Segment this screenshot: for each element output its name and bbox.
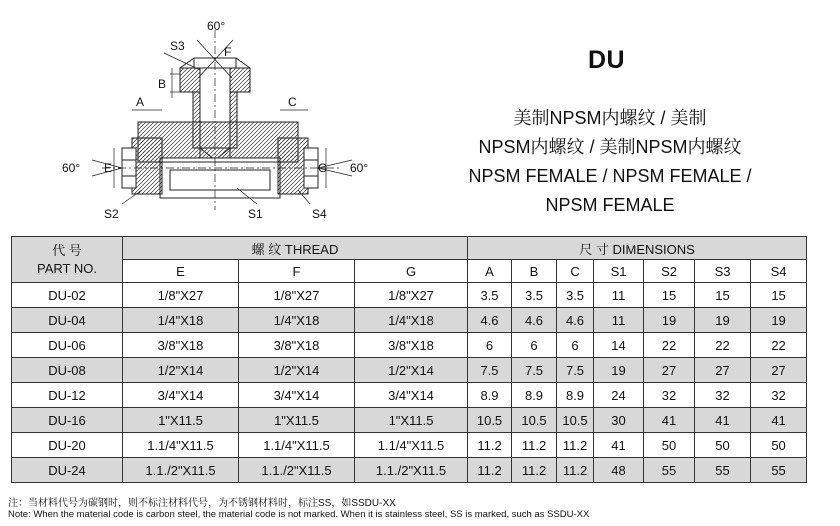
table-cell: 1/2"X14 bbox=[355, 358, 468, 383]
fitting-drawing bbox=[62, 10, 382, 225]
label-b: B bbox=[158, 77, 167, 91]
table-cell: 1.1./2"X11.5 bbox=[355, 458, 468, 483]
table-cell: 11.2 bbox=[557, 458, 594, 483]
table-cell: 3.5 bbox=[557, 283, 594, 308]
table-cell: 1/4"X18 bbox=[123, 308, 239, 333]
dimensions-header: 尺 寸 DIMENSIONS bbox=[468, 237, 807, 260]
table-cell: 1/2"X14 bbox=[123, 358, 239, 383]
table-cell: 11.2 bbox=[512, 458, 557, 483]
table-cell: 32 bbox=[751, 383, 807, 408]
table-row bbox=[12, 308, 807, 333]
thread-header: 螺 纹 THREAD bbox=[123, 237, 468, 260]
column-header: G bbox=[355, 260, 468, 283]
part-no-cell: DU-06 bbox=[12, 333, 123, 358]
table-cell: 27 bbox=[644, 358, 695, 383]
table-cell: 27 bbox=[695, 358, 751, 383]
table-cell: 1.1/4"X11.5 bbox=[123, 433, 239, 458]
description-line-2: NPSM内螺纹 / 美制NPSM内螺纹 bbox=[478, 137, 742, 157]
table-cell: 1"X11.5 bbox=[239, 408, 355, 433]
table-cell: 1"X11.5 bbox=[355, 408, 468, 433]
table-cell: 1/2"X14 bbox=[239, 358, 355, 383]
label-s4: S4 bbox=[312, 207, 327, 221]
label-angle-right: 60° bbox=[350, 161, 369, 175]
table-cell: 22 bbox=[644, 333, 695, 358]
column-header: S1 bbox=[594, 260, 644, 283]
part-no-cell: DU-16 bbox=[12, 408, 123, 433]
table-cell: 32 bbox=[695, 383, 751, 408]
table-cell: 50 bbox=[644, 433, 695, 458]
table-cell: 8.9 bbox=[512, 383, 557, 408]
table-cell: 10.5 bbox=[468, 408, 512, 433]
table-cell: 41 bbox=[695, 408, 751, 433]
product-description bbox=[440, 104, 780, 220]
table-cell: 11.2 bbox=[468, 433, 512, 458]
table-cell: 19 bbox=[594, 358, 644, 383]
table-cell: 10.5 bbox=[512, 408, 557, 433]
table-row bbox=[12, 458, 807, 483]
part-no-en: PART NO. bbox=[37, 260, 97, 276]
table-cell: 50 bbox=[751, 433, 807, 458]
table-cell: 15 bbox=[751, 283, 807, 308]
column-header: S4 bbox=[751, 260, 807, 283]
table-cell: 8.9 bbox=[468, 383, 512, 408]
table-cell: 55 bbox=[695, 458, 751, 483]
column-header: F bbox=[239, 260, 355, 283]
table-cell: 41 bbox=[751, 408, 807, 433]
table-cell: 24 bbox=[594, 383, 644, 408]
table-cell: 3/8"X18 bbox=[239, 333, 355, 358]
description-line-1: 美制NPSM内螺纹 / 美制 bbox=[513, 108, 707, 128]
table-cell: 11.2 bbox=[512, 433, 557, 458]
table-cell: 1.1./2"X11.5 bbox=[239, 458, 355, 483]
table-cell: 7.5 bbox=[512, 358, 557, 383]
table-cell: 1/4"X18 bbox=[239, 308, 355, 333]
description-line-3: NPSM FEMALE / NPSM FEMALE / bbox=[468, 166, 752, 186]
table-cell: 1.1/4"X11.5 bbox=[355, 433, 468, 458]
label-s2: S2 bbox=[104, 207, 119, 221]
table-cell: 41 bbox=[644, 408, 695, 433]
table-cell: 3.5 bbox=[468, 283, 512, 308]
table-cell: 1.1./2"X11.5 bbox=[123, 458, 239, 483]
table-cell: 6 bbox=[512, 333, 557, 358]
table-cell: 1/4"X18 bbox=[355, 308, 468, 333]
table-cell: 7.5 bbox=[468, 358, 512, 383]
table-cell: 1"X11.5 bbox=[123, 408, 239, 433]
table-cell: 55 bbox=[644, 458, 695, 483]
part-no-header bbox=[12, 237, 123, 283]
table-row bbox=[12, 283, 807, 308]
description-line-4: NPSM FEMALE bbox=[545, 195, 675, 215]
table-cell: 11.2 bbox=[557, 433, 594, 458]
label-a: A bbox=[136, 95, 145, 109]
table-cell: 11.2 bbox=[468, 458, 512, 483]
part-no-cell: DU-24 bbox=[12, 458, 123, 483]
product-title: DU bbox=[588, 46, 626, 74]
spec-table-body bbox=[12, 283, 807, 483]
table-cell: 6 bbox=[468, 333, 512, 358]
label-s1: S1 bbox=[248, 207, 263, 221]
part-no-cell: DU-08 bbox=[12, 358, 123, 383]
table-cell: 8.9 bbox=[557, 383, 594, 408]
note-cn: 注：当材料代号为碳钢时，则不标注材料代号，为不锈钢材料时，标注SS，如SSDU-XX bbox=[8, 498, 396, 509]
table-cell: 15 bbox=[644, 283, 695, 308]
table-cell: 3/4"X14 bbox=[355, 383, 468, 408]
table-cell: 1/8"X27 bbox=[355, 283, 468, 308]
table-cell: 55 bbox=[751, 458, 807, 483]
table-cell: 11 bbox=[594, 308, 644, 333]
table-row bbox=[12, 383, 807, 408]
table-row bbox=[12, 333, 807, 358]
table-row bbox=[12, 433, 807, 458]
label-angle-top: 60° bbox=[207, 19, 226, 33]
table-cell: 1.1/4"X11.5 bbox=[239, 433, 355, 458]
table-cell: 14 bbox=[594, 333, 644, 358]
column-header: E bbox=[123, 260, 239, 283]
table-cell: 27 bbox=[751, 358, 807, 383]
table-cell: 3/8"X18 bbox=[123, 333, 239, 358]
table-cell: 41 bbox=[594, 433, 644, 458]
table-cell: 30 bbox=[594, 408, 644, 433]
part-no-cell: DU-12 bbox=[12, 383, 123, 408]
table-cell: 4.6 bbox=[468, 308, 512, 333]
note-en: Note: When the material code is carbon steel, the material code is not marked. When it is stainless steel, SS is marked, such as SSDU-XX bbox=[8, 509, 590, 520]
table-cell: 32 bbox=[644, 383, 695, 408]
label-s3: S3 bbox=[170, 39, 185, 53]
table-cell: 19 bbox=[644, 308, 695, 333]
table-cell: 11 bbox=[594, 283, 644, 308]
table-cell: 7.5 bbox=[557, 358, 594, 383]
column-header: S3 bbox=[695, 260, 751, 283]
table-cell: 50 bbox=[695, 433, 751, 458]
label-angle-left: 60° bbox=[62, 161, 81, 175]
table-cell: 6 bbox=[557, 333, 594, 358]
table-cell: 3/8"X18 bbox=[355, 333, 468, 358]
table-cell: 22 bbox=[751, 333, 807, 358]
label-e: E bbox=[104, 161, 113, 175]
part-no-cell: DU-02 bbox=[12, 283, 123, 308]
table-cell: 3/4"X14 bbox=[239, 383, 355, 408]
table-cell: 48 bbox=[594, 458, 644, 483]
table-row bbox=[12, 358, 807, 383]
spec-table bbox=[11, 236, 807, 483]
column-header: A bbox=[468, 260, 512, 283]
table-cell: 3.5 bbox=[512, 283, 557, 308]
table-cell: 15 bbox=[695, 283, 751, 308]
column-header: C bbox=[557, 260, 594, 283]
column-header: B bbox=[512, 260, 557, 283]
table-row bbox=[12, 408, 807, 433]
table-cell: 10.5 bbox=[557, 408, 594, 433]
table-cell: 4.6 bbox=[512, 308, 557, 333]
label-f: F bbox=[224, 45, 232, 59]
table-cell: 4.6 bbox=[557, 308, 594, 333]
column-header: S2 bbox=[644, 260, 695, 283]
part-no-cell: DU-20 bbox=[12, 433, 123, 458]
label-c: C bbox=[288, 95, 297, 109]
table-cell: 19 bbox=[695, 308, 751, 333]
label-g: G bbox=[318, 161, 328, 175]
part-no-cell: DU-04 bbox=[12, 308, 123, 333]
table-cell: 3/4"X14 bbox=[123, 383, 239, 408]
table-cell: 1/8"X27 bbox=[239, 283, 355, 308]
table-cell: 1/8"X27 bbox=[123, 283, 239, 308]
table-cell: 19 bbox=[751, 308, 807, 333]
part-no-cn: 代 号 bbox=[52, 242, 82, 258]
table-cell: 22 bbox=[695, 333, 751, 358]
